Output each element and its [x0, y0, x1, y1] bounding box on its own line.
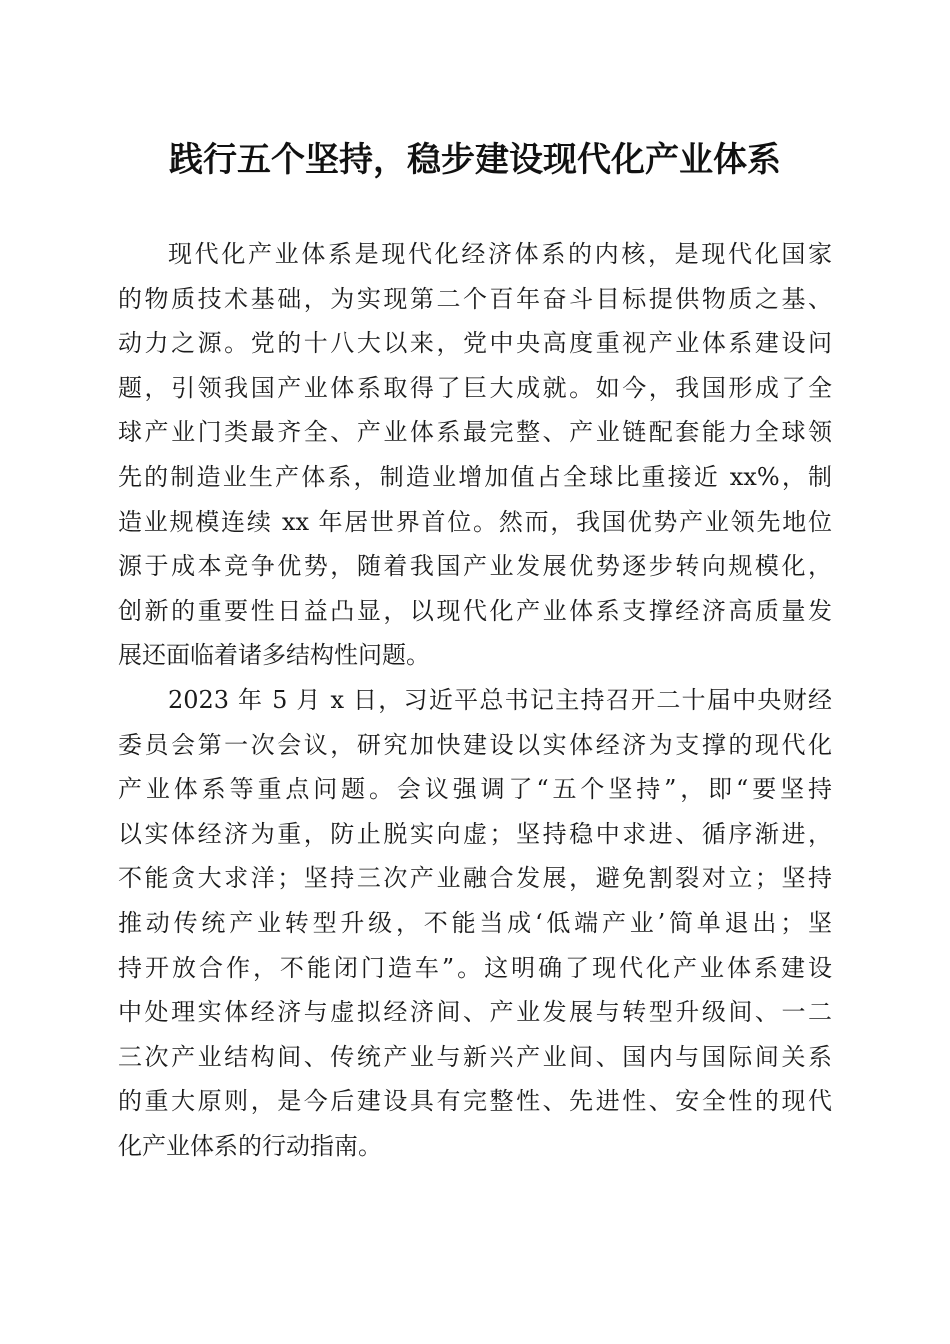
paragraph-line: 的重大原则，是今后建设具有完整性、先进性、安全性的现代	[118, 1087, 832, 1116]
paragraph-line: 不能贪大求洋；坚持三次产业融合发展，避免割裂对立；坚持	[118, 864, 832, 893]
paragraph-line: 先的制造业生产体系，制造业增加值占全球比重接近 xx%，制	[118, 462, 832, 491]
paragraph-line: 造业规模连续 xx 年居世界首位。然而，我国优势产业领先地位	[118, 507, 832, 536]
paragraph-line: 球产业门类最齐全、产业体系最完整、产业链配套能力全球领	[118, 418, 832, 447]
document-body	[118, 232, 832, 1168]
paragraph-line: 题，引领我国产业体系取得了巨大成就。如今，我国形成了全	[118, 373, 832, 402]
paragraph-line: 创新的重要性日益凸显，以现代化产业体系支撑经济高质量发	[118, 596, 832, 625]
paragraph-line: 的物质技术基础，为实现第二个百年奋斗目标提供物质之基、	[118, 284, 832, 313]
document-title: 践行五个坚持，稳步建设现代化产业体系	[169, 140, 781, 180]
paragraph-line: 推动传统产业转型升级，不能当成‘低端产业’简单退出；坚	[118, 908, 832, 937]
paragraph-line: 源于成本竞争优势，随着我国产业发展优势逐步转向规模化，	[118, 552, 832, 581]
paragraph-line: 现代化产业体系是现代化经济体系的内核，是现代化国家	[168, 240, 832, 268]
paragraph-line: 以实体经济为重，防止脱实向虚；坚持稳中求进、循序渐进，	[118, 819, 832, 848]
paragraph-line: 三次产业结构间、传统产业与新兴产业间、国内与国际间关系	[118, 1042, 832, 1071]
paragraph-line: 委员会第一次会议，研究加快建设以实体经济为支撑的现代化	[118, 730, 832, 759]
paragraph-1	[118, 232, 832, 678]
paragraph-line: 中处理实体经济与虚拟经济间、产业发展与转型升级间、一二	[118, 998, 832, 1027]
paragraph-line: 动力之源。党的十八大以来，党中央高度重视产业体系建设问	[118, 329, 832, 358]
paragraph-line: 产业体系等重点问题。会议强调了“五个坚持”，即“要坚持	[118, 775, 832, 804]
paragraph-2	[118, 678, 832, 1169]
paragraph-line: 展还面临着诸多结构性问题。	[118, 641, 430, 670]
paragraph-line: 持开放合作，不能闭门造车”。这明确了现代化产业体系建设	[118, 953, 832, 982]
paragraph-line: 化产业体系的行动指南。	[118, 1131, 382, 1160]
paragraph-line: 2023 年 5 月 x 日，习近平总书记主持召开二十届中央财经	[168, 685, 832, 714]
